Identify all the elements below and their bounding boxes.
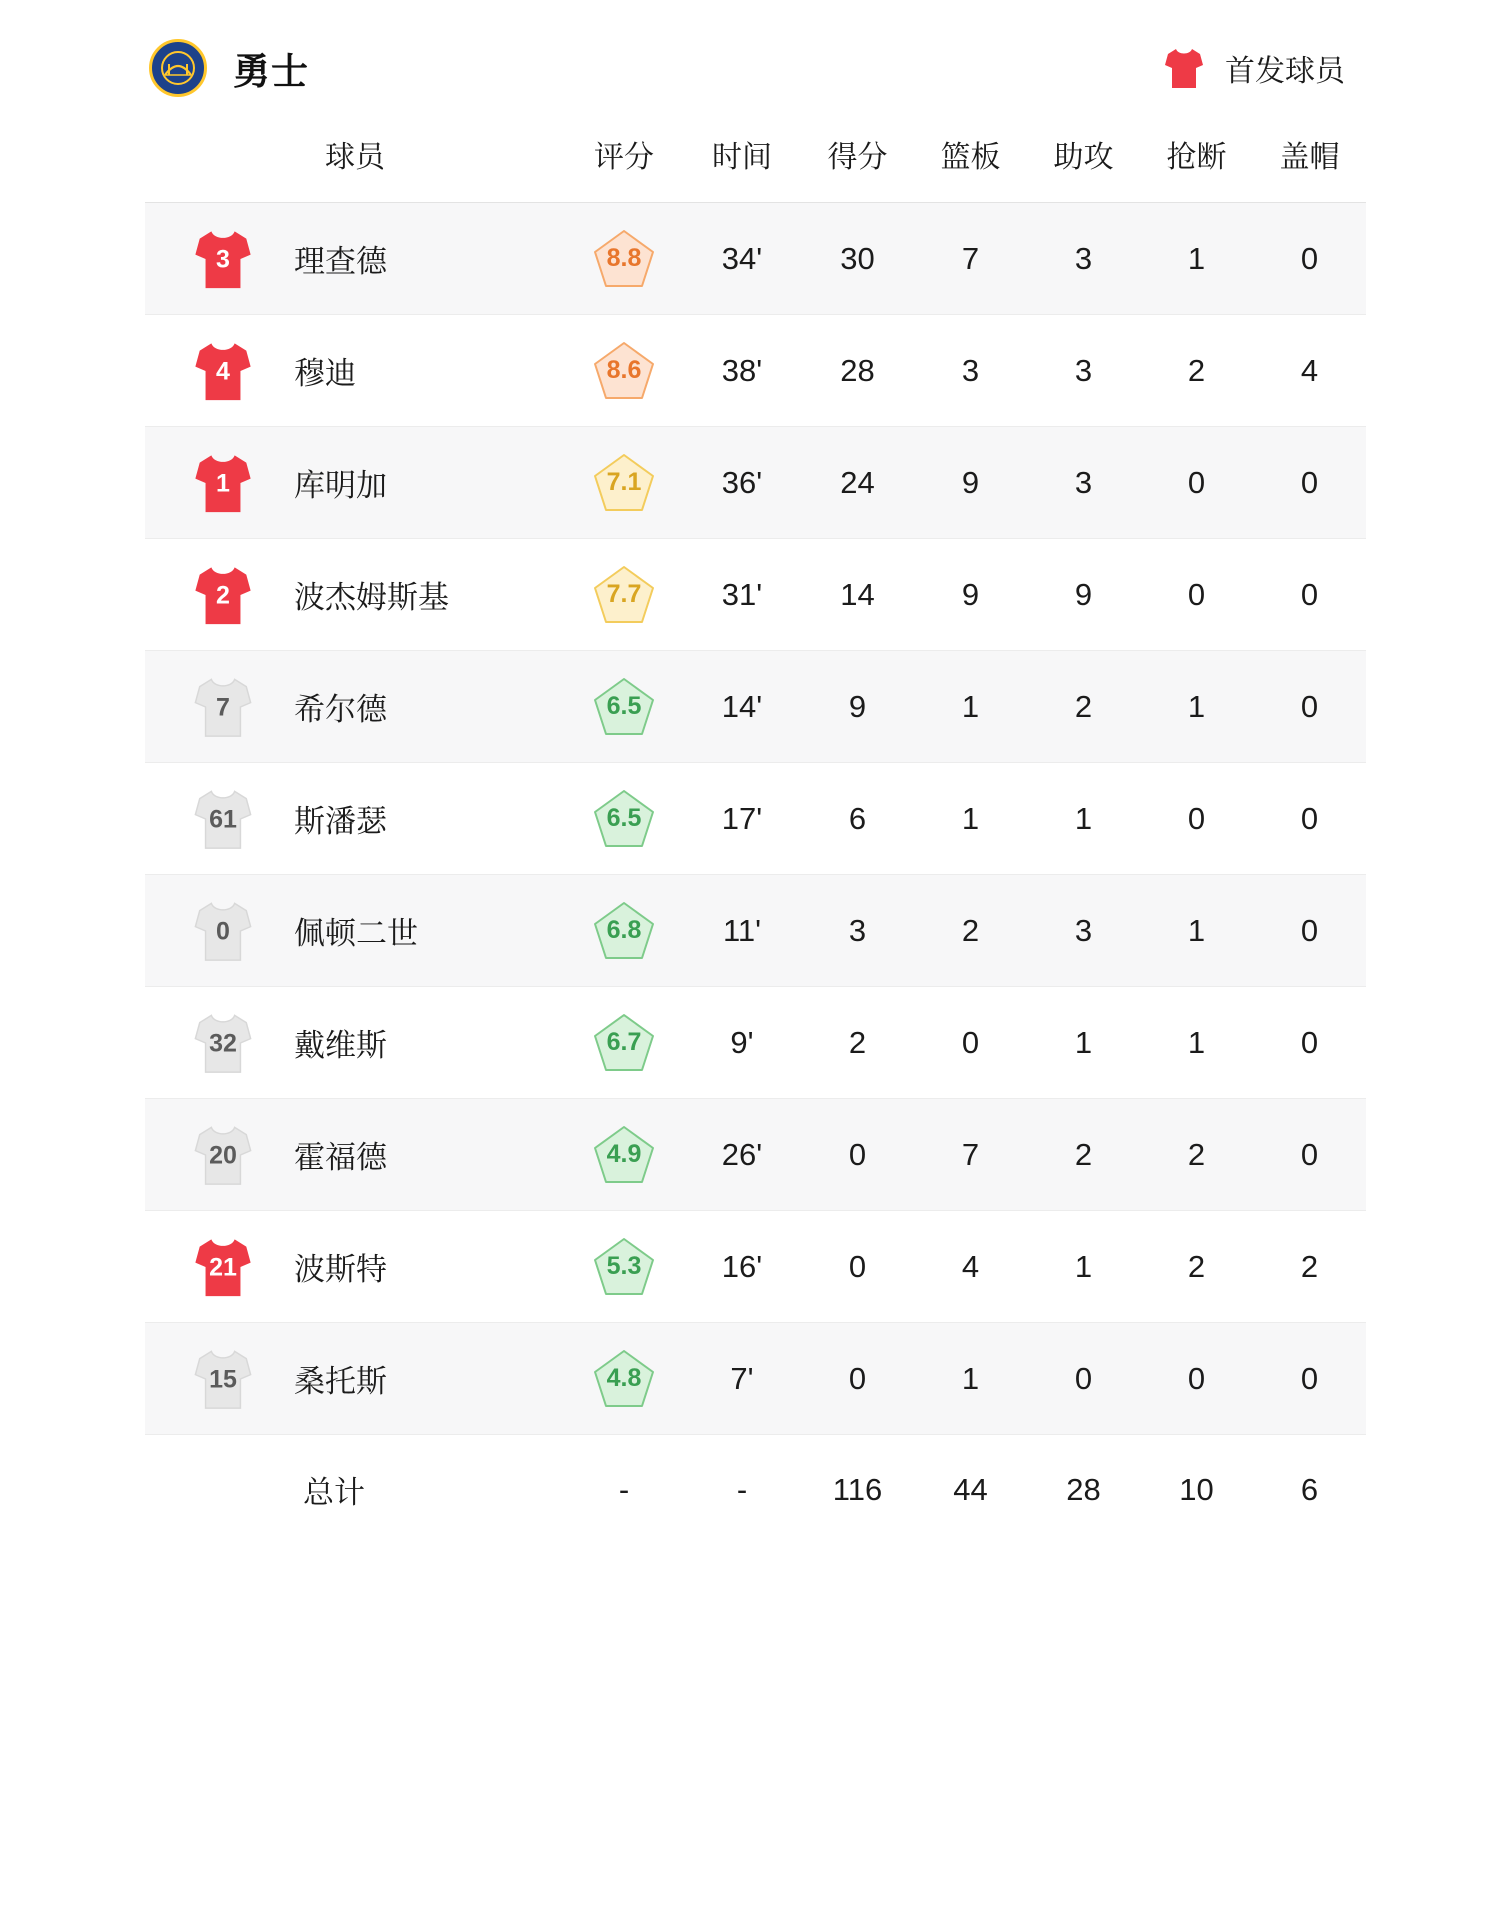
totals-points: 116: [801, 1435, 914, 1545]
jersey-number: 7: [216, 693, 230, 722]
player-rebounds: 1: [914, 1323, 1027, 1435]
player-steals: 2: [1140, 1211, 1253, 1323]
player-blocks: 0: [1253, 875, 1366, 987]
player-minutes: 9': [683, 987, 801, 1099]
player-rebounds: 4: [914, 1211, 1027, 1323]
jersey-icon: [192, 899, 254, 963]
player-minutes: 31': [683, 539, 801, 651]
player-cell[interactable]: [145, 1099, 565, 1211]
rating-value: 4.8: [606, 1363, 642, 1392]
player-name: 库明加: [294, 468, 387, 503]
player-name: 斯潘瑟: [294, 804, 387, 839]
player-blocks: 0: [1253, 651, 1366, 763]
player-points: 0: [801, 1099, 914, 1211]
player-blocks: 0: [1253, 1099, 1366, 1211]
rating-value: 7.7: [606, 579, 642, 608]
jersey-icon: [192, 451, 254, 515]
rating-value: 6.5: [606, 691, 642, 720]
player-assists: 1: [1027, 987, 1140, 1099]
jersey-icon: [192, 1123, 254, 1187]
player-steals: 2: [1140, 1099, 1253, 1211]
player-minutes: 26': [683, 1099, 801, 1211]
player-rating-cell: [565, 1099, 683, 1211]
player-assists: 1: [1027, 1211, 1140, 1323]
player-steals: 0: [1140, 539, 1253, 651]
player-minutes: 34': [683, 203, 801, 315]
player-points: 2: [801, 987, 914, 1099]
player-steals: 1: [1140, 203, 1253, 315]
rating-pentagon-icon: [592, 788, 656, 850]
column-header-assists: 助攻: [1053, 141, 1114, 174]
player-rating-cell: [565, 651, 683, 763]
table-row[interactable]: [145, 651, 1366, 763]
rating-value: 6.7: [606, 1027, 642, 1056]
table-row[interactable]: [145, 763, 1366, 875]
jersey-number: 21: [209, 1253, 237, 1282]
player-blocks: 4: [1253, 315, 1366, 427]
player-assists: 3: [1027, 203, 1140, 315]
player-minutes: 17': [683, 763, 801, 875]
player-rebounds: 3: [914, 315, 1027, 427]
totals-label: 总计: [145, 1435, 565, 1545]
player-name: 理查德: [294, 244, 387, 279]
jersey-icon: [192, 1011, 254, 1075]
player-name: 桑托斯: [294, 1364, 387, 1399]
player-cell[interactable]: [145, 539, 565, 651]
column-header-minutes: 时间: [712, 141, 772, 174]
player-rebounds: 9: [914, 539, 1027, 651]
jersey-number: 32: [209, 1029, 237, 1058]
player-cell[interactable]: [145, 875, 565, 987]
rating-pentagon-icon: [592, 676, 656, 738]
team-boxscore-panel: [145, 0, 1355, 1545]
rating-pentagon-icon: [592, 452, 656, 514]
player-points: 14: [801, 539, 914, 651]
player-steals: 0: [1140, 427, 1253, 539]
jersey-number: 0: [216, 917, 230, 946]
player-minutes: 16': [683, 1211, 801, 1323]
rating-value: 4.9: [606, 1139, 642, 1168]
player-cell[interactable]: [145, 315, 565, 427]
player-name: 戴维斯: [294, 1028, 387, 1063]
totals-blocks: 6: [1253, 1435, 1366, 1545]
player-name: 波斯特: [294, 1252, 387, 1287]
player-cell[interactable]: [145, 203, 565, 315]
column-header-rebounds: 篮板: [940, 141, 1001, 174]
jersey-icon: [192, 787, 254, 851]
totals-rebounds: 44: [914, 1435, 1027, 1545]
team-name: 勇士: [233, 51, 309, 92]
player-rating-cell: [565, 763, 683, 875]
player-steals: 1: [1140, 875, 1253, 987]
player-points: 6: [801, 763, 914, 875]
table-row[interactable]: [145, 315, 1366, 427]
rating-pentagon-icon: [592, 1236, 656, 1298]
player-assists: 3: [1027, 315, 1140, 427]
player-steals: 1: [1140, 987, 1253, 1099]
player-rebounds: 7: [914, 203, 1027, 315]
jersey-icon: [1163, 46, 1205, 90]
rating-pentagon-icon: [592, 564, 656, 626]
player-blocks: 0: [1253, 427, 1366, 539]
rating-pentagon-icon: [592, 340, 656, 402]
table-row[interactable]: [145, 427, 1366, 539]
jersey-number: 15: [209, 1365, 237, 1394]
table-row[interactable]: [145, 203, 1366, 315]
player-blocks: 0: [1253, 1323, 1366, 1435]
team-identity: [149, 39, 309, 97]
rating-value: 6.8: [606, 915, 642, 944]
rating-value: 5.3: [606, 1251, 642, 1280]
player-rating-cell: [565, 1211, 683, 1323]
player-cell[interactable]: [145, 1323, 565, 1435]
player-points: 9: [801, 651, 914, 763]
player-rebounds: 7: [914, 1099, 1027, 1211]
table-row[interactable]: [145, 987, 1366, 1099]
team-header: [145, 26, 1355, 110]
rating-pentagon-icon: [592, 228, 656, 290]
player-points: 3: [801, 875, 914, 987]
player-rating-cell: [565, 427, 683, 539]
player-name: 希尔德: [294, 692, 387, 727]
table-row[interactable]: [145, 1099, 1366, 1211]
player-blocks: 0: [1253, 203, 1366, 315]
table-row[interactable]: [145, 1211, 1366, 1323]
table-header-row: [145, 110, 1366, 203]
player-cell[interactable]: [145, 987, 565, 1099]
player-rating-cell: [565, 875, 683, 987]
player-assists: 9: [1027, 539, 1140, 651]
player-name: 穆迪: [294, 356, 356, 391]
player-rating-cell: [565, 203, 683, 315]
starters-legend: [1163, 46, 1351, 90]
player-rebounds: 9: [914, 427, 1027, 539]
player-rebounds: 1: [914, 763, 1027, 875]
player-assists: 3: [1027, 427, 1140, 539]
player-assists: 0: [1027, 1323, 1140, 1435]
player-points: 0: [801, 1323, 914, 1435]
player-stats-table: [145, 110, 1366, 1545]
player-minutes: 38': [683, 315, 801, 427]
player-assists: 2: [1027, 651, 1140, 763]
player-rating-cell: [565, 539, 683, 651]
column-header-points: 得分: [827, 141, 888, 174]
table-row[interactable]: [145, 875, 1366, 987]
table-header: [145, 110, 1366, 203]
player-steals: 2: [1140, 315, 1253, 427]
jersey-number: 2: [216, 581, 230, 610]
jersey-number: 20: [209, 1141, 237, 1170]
player-cell[interactable]: [145, 1211, 565, 1323]
table-row[interactable]: [145, 539, 1366, 651]
jersey-number: 4: [216, 357, 230, 386]
player-blocks: 0: [1253, 987, 1366, 1099]
jersey-number: 61: [209, 805, 237, 834]
totals-row: [145, 1435, 1366, 1545]
column-header-steals: 抢断: [1166, 141, 1227, 174]
column-header-rating: 评分: [594, 141, 654, 174]
rating-value: 8.6: [606, 355, 642, 384]
player-rebounds: 2: [914, 875, 1027, 987]
totals-rating: -: [565, 1435, 683, 1545]
player-blocks: 2: [1253, 1211, 1366, 1323]
jersey-icon: [192, 563, 254, 627]
player-points: 28: [801, 315, 914, 427]
starters-legend-label: 首发球员: [1225, 55, 1345, 88]
player-minutes: 36': [683, 427, 801, 539]
player-points: 24: [801, 427, 914, 539]
totals-steals: 10: [1140, 1435, 1253, 1545]
table-body: [145, 203, 1366, 1545]
player-points: 30: [801, 203, 914, 315]
player-cell[interactable]: [145, 763, 565, 875]
player-name: 佩顿二世: [294, 916, 418, 951]
warriors-logo-icon: [149, 39, 207, 97]
jersey-icon: [192, 227, 254, 291]
player-assists: 3: [1027, 875, 1140, 987]
player-name: 霍福德: [294, 1140, 387, 1175]
rating-pentagon-icon: [592, 900, 656, 962]
table-row[interactable]: [145, 1323, 1366, 1435]
rating-value: 7.1: [606, 467, 642, 496]
player-cell[interactable]: [145, 651, 565, 763]
player-rebounds: 0: [914, 987, 1027, 1099]
player-cell[interactable]: [145, 427, 565, 539]
player-minutes: 7': [683, 1323, 801, 1435]
rating-pentagon-icon: [592, 1348, 656, 1410]
jersey-icon: [192, 339, 254, 403]
player-blocks: 0: [1253, 539, 1366, 651]
player-rebounds: 1: [914, 651, 1027, 763]
player-steals: 0: [1140, 1323, 1253, 1435]
totals-minutes: -: [683, 1435, 801, 1545]
player-steals: 1: [1140, 651, 1253, 763]
player-name: 波杰姆斯基: [294, 580, 449, 615]
jersey-icon: [192, 1347, 254, 1411]
rating-value: 8.8: [606, 243, 642, 272]
player-assists: 2: [1027, 1099, 1140, 1211]
player-rating-cell: [565, 987, 683, 1099]
player-steals: 0: [1140, 763, 1253, 875]
player-minutes: 11': [683, 875, 801, 987]
player-rating-cell: [565, 315, 683, 427]
player-minutes: 14': [683, 651, 801, 763]
column-header-blocks: 盖帽: [1279, 141, 1340, 174]
rating-value: 6.5: [606, 803, 642, 832]
rating-pentagon-icon: [592, 1012, 656, 1074]
jersey-icon: [192, 1235, 254, 1299]
rating-pentagon-icon: [592, 1124, 656, 1186]
player-points: 0: [801, 1211, 914, 1323]
jersey-number: 1: [216, 469, 230, 498]
player-assists: 1: [1027, 763, 1140, 875]
jersey-number: 3: [216, 245, 230, 274]
player-blocks: 0: [1253, 763, 1366, 875]
player-rating-cell: [565, 1323, 683, 1435]
column-header-player: 球员: [325, 141, 385, 174]
jersey-icon: [192, 675, 254, 739]
totals-assists: 28: [1027, 1435, 1140, 1545]
